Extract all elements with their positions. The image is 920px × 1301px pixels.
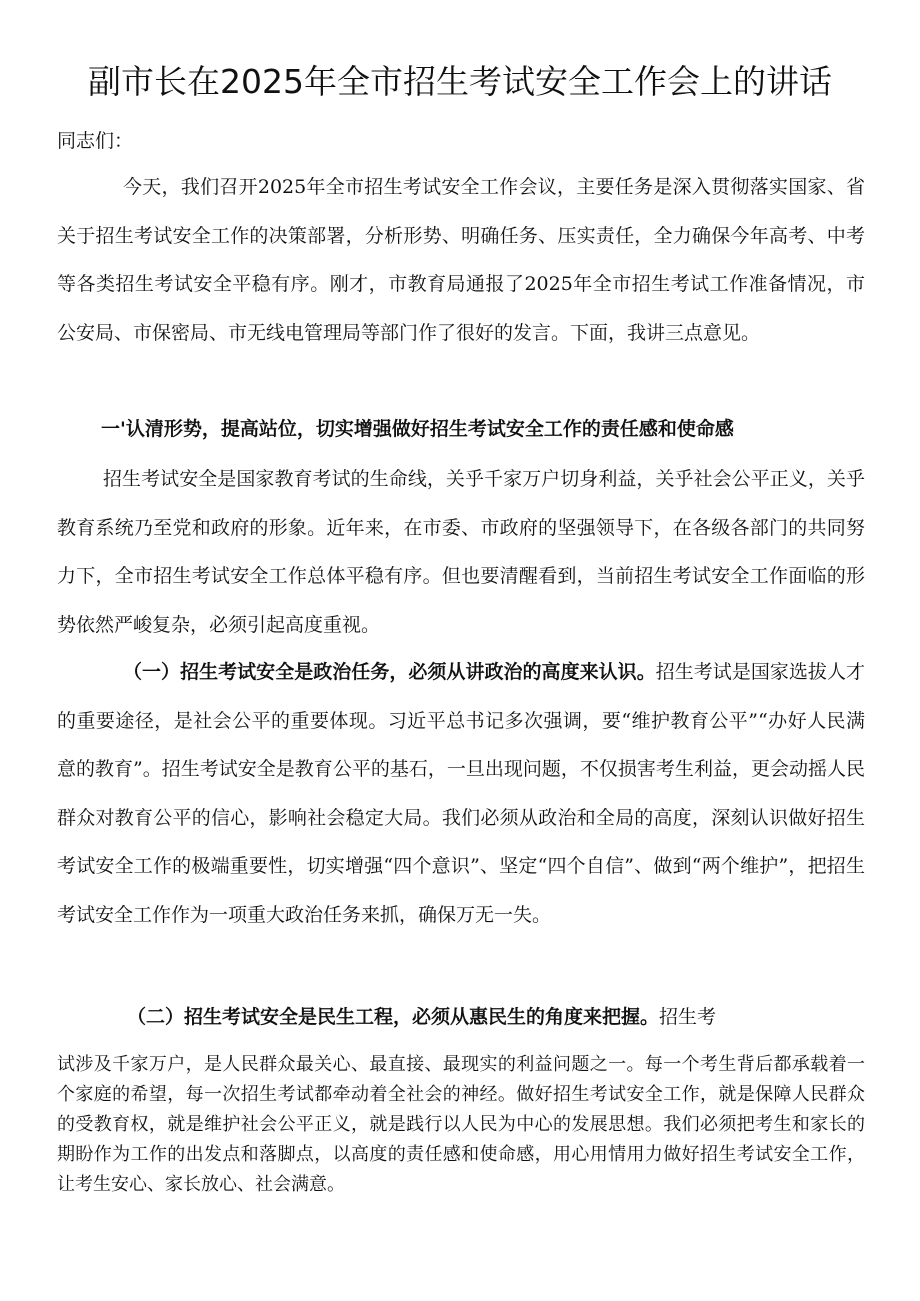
document-title: 副市长在2025年全市招生考试安全工作会上的讲话 <box>88 62 832 101</box>
paragraph-livelihood-body-start: 招生考 <box>659 1006 717 1028</box>
paragraph-situation: 招生考试安全是国家教育考试的生命线，关乎千家万户切身利益，关乎社会公平正义，关乎教育系统乃至党和政府的形象。近年来，在市委、市政府的坚强领导下，在各级各部门的共同努力下，全市招生考试安全工作总体平稳有序。但也要清醒看到，当前招生考试安全工作面临的形势依然严峻复杂，必须引起高度重视。 <box>57 468 865 636</box>
subheading-political-task: （一）招生考试安全是政治任务，必须从讲政治的高度来认识。 <box>123 661 656 683</box>
paragraph-livelihood-continued: 试涉及千家万户，是人民群众最关心、最直接、最现实的利益问题之一。每一个考生背后都承载着一个家庭的希望，每一次招生考试都牵动着全社会的神经。做好招生考试安全工作，就是保障人民群众的受教育权，就是维护社会公平正义，就是践行以人民为中心的发展思想。我们必须把考生和家长的期盼作为工作的出发点和落脚点，以高度的责任感和使命感，用心用情用力做好招生考试安全工作，让考生安心、家长放心、社会满意。 <box>57 1054 865 1195</box>
paragraph-livelihood <box>57 994 865 1040</box>
paragraph-opening: 今天，我们召开2025年全市招生考试安全工作会议，主要任务是深入贯彻落实国家、省关于招生考试安全工作的决策部署，分析形势、明确任务、压实责任，全力确保今年高考、中考等各类招生考试安全平稳有序。刚才，市教育局通报了2025年全市招生考试工作准备情况，市公安局、市保密局、市无线电管理局等部门作了很好的发言。下面，我讲三点意见。 <box>57 176 865 344</box>
section-heading-1: 一'认清形势，提高站位，切实增强做好招生考试安全工作的责任感和使命感 <box>101 418 734 440</box>
salutation: 同志们： <box>57 130 134 152</box>
subheading-livelihood: （二）招生考试安全是民生工程，必须从惠民生的角度来把握。 <box>127 1006 660 1028</box>
paragraph-political-task <box>57 648 865 939</box>
paragraph-political-task-body: 招生考试是国家选拔人才的重要途径，是社会公平的重要体现。习近平总书记多次强调，要“维护教育公平”“办好人民满意的教育”。招生考试安全是教育公平的基石，一旦出现问题，不仅损害考生利益，更会动摇人民群众对教育公平的信心，影响社会稳定大局。我们必须从政治和全局的高度，深刻认识做好招生考试安全工作的极端重要性，切实增强“四个意识”、坚定“四个自信”、做到“两个维护”，把招生考试安全工作作为一项重大政治任务来抓，确保万无一失。 <box>57 661 865 926</box>
